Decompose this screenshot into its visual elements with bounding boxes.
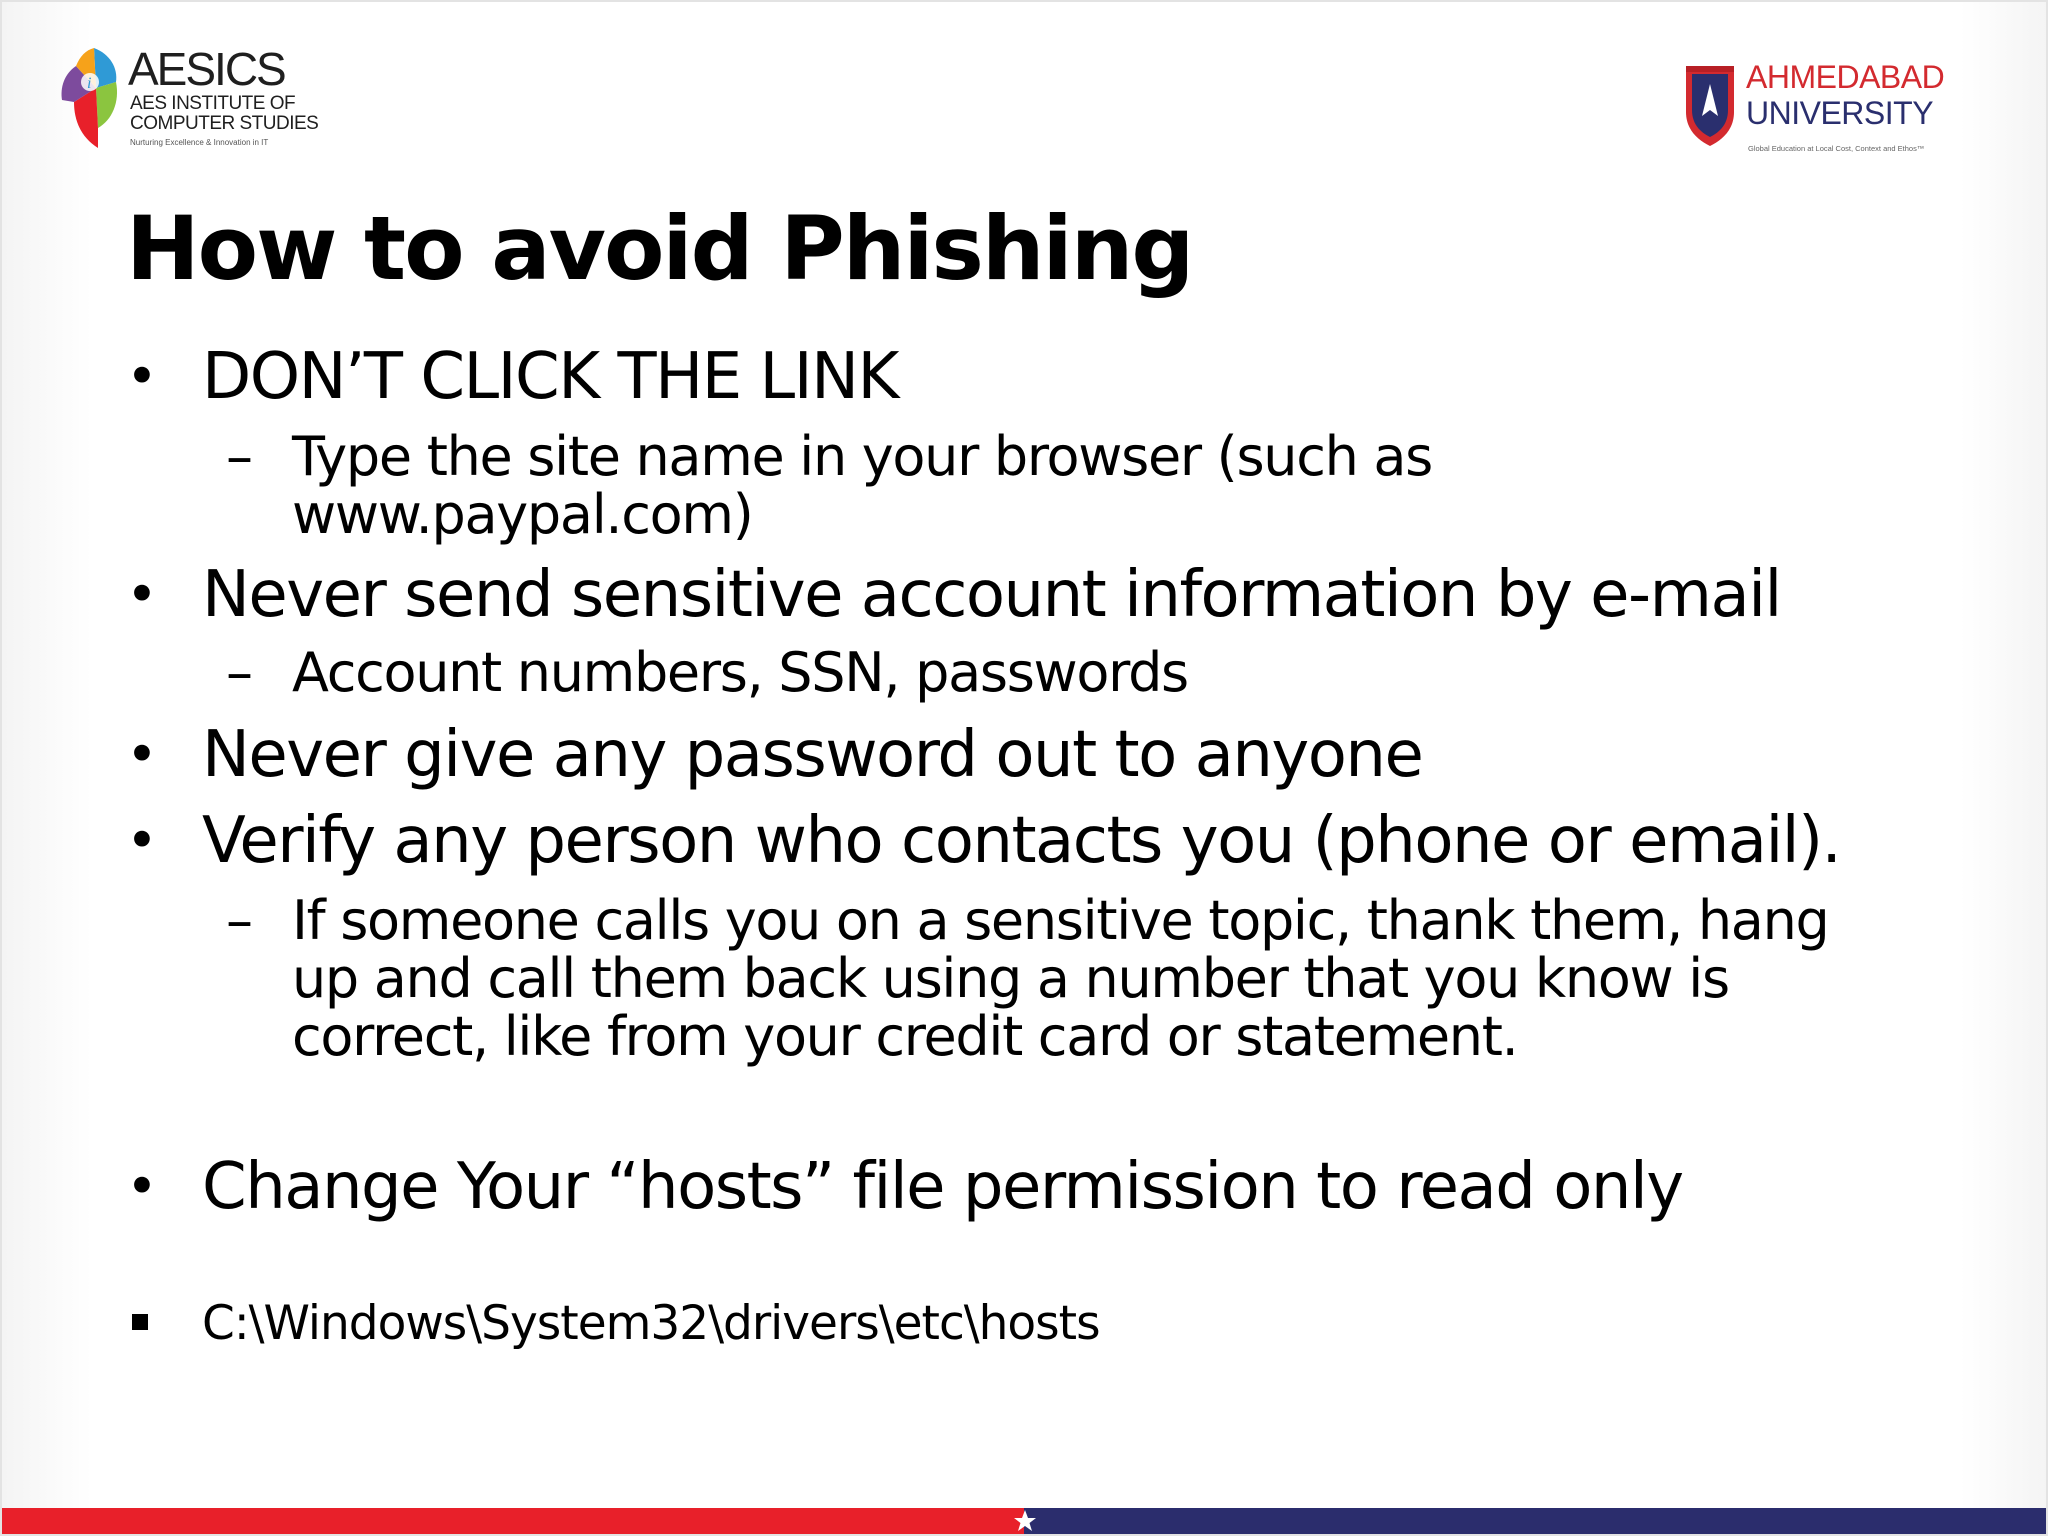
file-path-text: C:\Windows\System32\drivers\etc\hosts — [202, 1296, 1100, 1351]
aesics-abbreviation: AESICS — [128, 43, 285, 95]
bullet-text: Never give any password out to anyone — [202, 718, 1423, 792]
bullet-item — [126, 558, 1781, 632]
dash-marker: – — [226, 641, 252, 704]
square-bullet-item — [202, 1296, 1100, 1352]
bullet-marker: • — [126, 809, 157, 872]
footer-bar — [2, 1508, 2048, 1534]
bullet-item — [126, 1150, 1683, 1224]
footer-bar-red — [2, 1508, 1024, 1534]
bullet-text: Change Your “hosts” file permission to read only — [202, 1150, 1683, 1224]
sub-bullet-line: www.paypal.com) — [292, 483, 753, 546]
bullet-marker: • — [126, 345, 157, 408]
bullet-item — [126, 340, 898, 414]
bullet-list — [2, 2, 2048, 1536]
sub-bullet-line: correct, like from your credit card or statement. — [292, 1005, 1518, 1068]
bullet-text: Verify any person who contacts you (phone or email). — [202, 804, 1841, 878]
bullet-text: DON’T CLICK THE LINK — [202, 340, 898, 414]
bullet-item — [126, 804, 1841, 878]
bullet-marker: • — [126, 563, 157, 626]
sub-bullet-line: up and call them back using a number that you know is — [292, 947, 1729, 1010]
sub-bullet-line: If someone calls you on a sensitive topic, thank them, hang — [292, 889, 1829, 952]
star-icon — [1012, 1508, 1038, 1534]
dash-marker: – — [226, 889, 252, 952]
svg-text:i: i — [87, 75, 92, 92]
sub-bullet-item — [226, 889, 1829, 1068]
bullet-text: Never send sensitive account information by e-mail — [202, 558, 1781, 632]
square-bullet-marker — [132, 1314, 148, 1330]
footer-bar-blue — [1024, 1508, 2048, 1534]
university-tagline: Global Education at Local Cost, Context and Ethos™ — [1748, 144, 1925, 153]
sub-bullet-line: Account numbers, SSN, passwords — [292, 641, 1188, 704]
bullet-marker: • — [126, 1155, 157, 1218]
sub-bullet-item — [226, 641, 1188, 704]
university-name-line1: AHMEDABAD — [1746, 59, 1945, 95]
sub-bullet-item — [226, 425, 1433, 546]
sub-bullet-line: Type the site name in your browser (such as — [292, 425, 1433, 488]
bullet-item — [126, 718, 1423, 792]
bullet-marker: • — [126, 723, 157, 786]
university-name-line2: UNIVERSITY — [1746, 95, 1934, 131]
aesics-tagline: Nurturing Excellence & Innovation in IT — [130, 138, 269, 147]
aesics-full-name: AES INSTITUTE OF COMPUTER STUDIES — [130, 93, 319, 134]
dash-marker: – — [226, 425, 252, 488]
slide-title: How to avoid Phishing — [126, 197, 1193, 300]
